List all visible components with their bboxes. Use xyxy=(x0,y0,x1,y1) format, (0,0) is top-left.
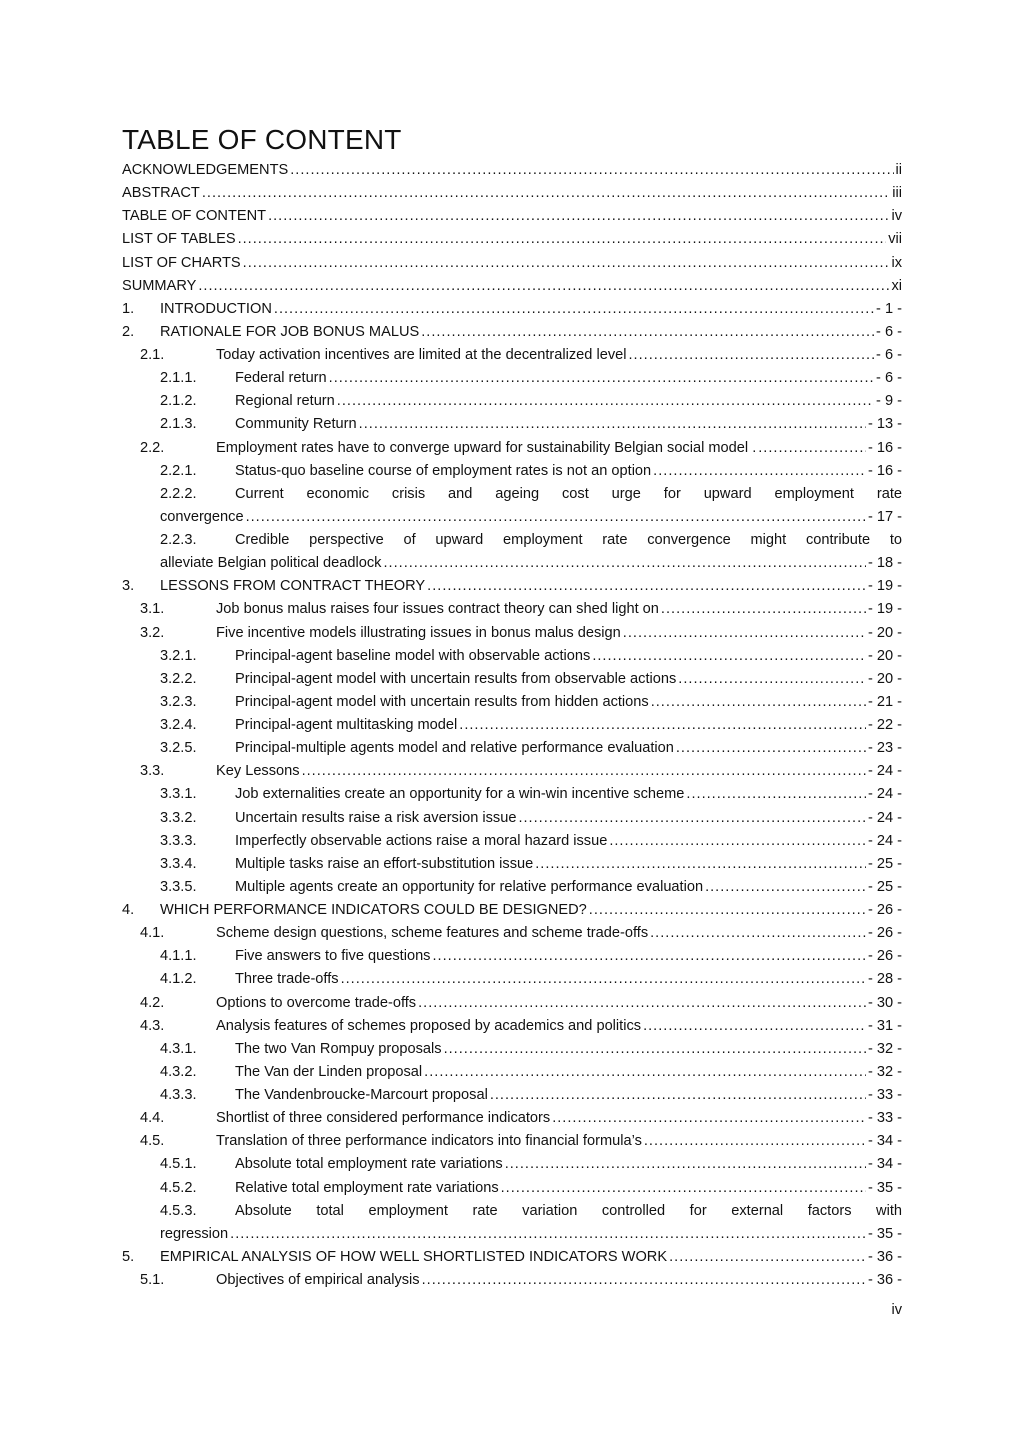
toc-entry xyxy=(122,575,902,598)
leader-dots xyxy=(623,622,866,645)
entry-line xyxy=(122,205,902,228)
entry-number: 3.2.5. xyxy=(160,740,197,757)
entry-line xyxy=(235,390,902,413)
entry-page: - 6 - xyxy=(876,370,902,387)
entry-number: 4.1.2. xyxy=(160,971,197,988)
entry-line xyxy=(235,1084,902,1107)
entry-number: 4.5. xyxy=(140,1133,165,1150)
entry-line xyxy=(235,737,902,760)
toc-entry xyxy=(122,899,902,922)
entry-title: Options to overcome trade-offs xyxy=(216,994,417,1011)
toc-entry xyxy=(122,1084,902,1107)
entry-line xyxy=(122,252,902,275)
entry-page: - 24 - xyxy=(867,832,902,849)
entry-page: - 33 - xyxy=(867,1087,902,1103)
entry-page: - 20 - xyxy=(867,670,902,687)
entry-title: Shortlist of three considered performance indicators xyxy=(216,1110,551,1127)
entry-line xyxy=(160,899,902,922)
entry-page: - 21 - xyxy=(867,693,902,710)
entry-number: 2.1.1. xyxy=(160,370,197,387)
toc-entry xyxy=(122,1177,902,1200)
leader-dots xyxy=(337,390,874,413)
entry-page: ix xyxy=(891,254,902,271)
entry-line xyxy=(235,807,902,830)
toc-entry xyxy=(122,390,902,413)
entry-line xyxy=(235,1153,902,1176)
entry-page: - 35 - xyxy=(867,1225,902,1242)
entry-title: Multiple agents create an opportunity for relative performance evaluation xyxy=(235,878,704,895)
table-of-contents xyxy=(122,159,902,1292)
toc-entry xyxy=(122,1200,902,1223)
entry-number: 4.3.2. xyxy=(160,1063,197,1080)
leader-dots xyxy=(669,1246,866,1269)
toc-entry xyxy=(122,205,902,228)
leader-dots xyxy=(383,552,865,575)
entry-line xyxy=(235,367,902,390)
toc-entry xyxy=(122,182,902,205)
entry-title-continuation: regression xyxy=(160,1225,229,1242)
toc-entry xyxy=(122,783,902,806)
entry-line xyxy=(235,1038,902,1061)
entry-page: - 6 - xyxy=(876,323,902,340)
entry-line xyxy=(160,1223,902,1246)
entry-number: 4.2. xyxy=(140,994,165,1011)
entry-title: Relative total employment rate variations xyxy=(235,1179,499,1196)
entry-line xyxy=(160,321,902,344)
leader-dots xyxy=(427,575,866,598)
leader-dots xyxy=(650,922,866,945)
leader-dots xyxy=(302,760,866,783)
entry-number: 4.1.1. xyxy=(160,948,197,965)
entry-line xyxy=(216,622,902,645)
entry-page: - 26 - xyxy=(867,925,902,942)
entry-line xyxy=(216,922,902,945)
leader-dots xyxy=(643,1015,866,1038)
entry-line xyxy=(235,460,902,483)
entry-number: 3.2. xyxy=(140,624,165,641)
toc-entry xyxy=(122,275,902,298)
entry-line xyxy=(160,1246,902,1269)
toc-entry xyxy=(122,344,902,367)
entry-title: Today activation incentives are limited at the decentralized level xyxy=(216,347,627,363)
entry-title: Principal-agent baseline model with observable actions xyxy=(235,647,591,664)
leader-dots xyxy=(444,1038,866,1061)
leader-dots xyxy=(329,367,874,390)
entry-page: - 20 - xyxy=(867,647,902,664)
entry-line xyxy=(122,182,902,205)
entry-title: Five incentive models illustrating issues in bonus malus design xyxy=(216,624,621,641)
leader-dots xyxy=(246,506,866,529)
toc-entry xyxy=(122,714,902,737)
toc-entry xyxy=(122,529,902,552)
entry-number: 3.3.5. xyxy=(160,878,197,895)
entry-title-continuation: convergence xyxy=(160,508,244,525)
leader-dots xyxy=(651,691,866,714)
entry-page: - 24 - xyxy=(867,763,902,780)
toc-entry xyxy=(122,807,902,830)
entry-line xyxy=(235,945,902,968)
entry-line xyxy=(216,437,902,460)
toc-entry xyxy=(122,853,902,876)
entry-title: SUMMARY xyxy=(122,277,197,294)
leader-dots xyxy=(589,899,866,922)
entry-page: - 34 - xyxy=(867,1156,902,1173)
entry-line xyxy=(160,552,902,575)
toc-entry xyxy=(122,691,902,714)
entry-title: Principal-agent multitasking model xyxy=(235,717,458,733)
entry-number: 2.1.2. xyxy=(160,393,197,410)
entry-line xyxy=(235,1061,902,1084)
entry-title: The Vandenbroucke-Marcourt proposal xyxy=(235,1087,488,1103)
entry-page: - 17 - xyxy=(867,508,902,525)
leader-dots xyxy=(422,1269,866,1292)
toc-entry xyxy=(122,367,902,390)
toc-entry xyxy=(122,1269,902,1292)
page-number: iv xyxy=(891,1302,902,1318)
toc-entry xyxy=(122,876,902,899)
entry-line xyxy=(235,853,902,876)
entry-page: - 24 - xyxy=(867,786,902,803)
leader-dots xyxy=(421,321,874,344)
entry-title: Job externalities create an opportunity for a win-win incentive scheme xyxy=(235,786,685,803)
entry-page: - 24 - xyxy=(867,809,902,826)
entry-line xyxy=(216,1130,902,1153)
leader-dots xyxy=(592,645,866,668)
toc-entry xyxy=(122,437,902,460)
entry-title: Imperfectly observable actions raise a moral hazard issue xyxy=(235,832,608,849)
entry-page: - 1 - xyxy=(876,300,902,317)
entry-title: LIST OF CHARTS xyxy=(122,254,241,271)
entry-title: Analysis features of schemes proposed by academics and politics xyxy=(216,1017,642,1034)
entry-line xyxy=(216,1107,902,1130)
toc-entry xyxy=(122,228,902,251)
entry-title: Federal return xyxy=(235,370,327,387)
entry-number: 2.2.3. xyxy=(160,532,197,548)
entry-number: 4. xyxy=(122,902,135,918)
entry-line xyxy=(160,298,902,321)
entry-page: - 9 - xyxy=(876,393,902,410)
entry-title: WHICH PERFORMANCE INDICATORS COULD BE DESIGNED? xyxy=(160,902,587,918)
entry-line xyxy=(122,228,902,251)
entry-page: - 31 - xyxy=(867,1017,902,1034)
entry-number: 1. xyxy=(122,300,135,317)
entry-number: 2.2.2. xyxy=(160,485,197,502)
entry-page: - 33 - xyxy=(867,1110,902,1127)
entry-title: ACKNOWLEDGEMENTS xyxy=(122,162,289,178)
toc-entry xyxy=(122,598,902,621)
toc-entry xyxy=(122,460,902,483)
entry-number: 4.1. xyxy=(140,925,165,942)
entry-title: Principal-agent model with uncertain results from observable actions xyxy=(235,670,677,687)
entry-number: 4.3.1. xyxy=(160,1040,197,1057)
toc-entry xyxy=(122,645,902,668)
leader-dots xyxy=(459,714,866,737)
leader-dots xyxy=(678,668,866,691)
toc-entry xyxy=(122,668,902,691)
entry-line xyxy=(216,760,902,783)
entry-title: TABLE OF CONTENT xyxy=(122,208,267,225)
entry-number: 5. xyxy=(122,1248,135,1265)
entry-title: LESSONS FROM CONTRACT THEORY xyxy=(160,578,426,595)
entry-number: 2.1.3. xyxy=(160,416,197,433)
entry-page: - 22 - xyxy=(867,717,902,733)
entry-line xyxy=(235,668,902,691)
entry-title: Status-quo baseline course of employment rates is not an option xyxy=(235,462,652,479)
entry-number: 2.1. xyxy=(140,347,165,363)
leader-dots xyxy=(653,460,866,483)
entry-line xyxy=(235,714,902,737)
leader-dots xyxy=(758,437,866,460)
entry-title: Principal-multiple agents model and relative performance evaluation xyxy=(235,740,674,757)
entry-title: LIST OF TABLES xyxy=(122,231,236,248)
toc-entry xyxy=(122,1153,902,1176)
leader-dots xyxy=(290,159,893,182)
leader-dots xyxy=(274,298,874,321)
leader-dots xyxy=(686,783,866,806)
toc-entry xyxy=(122,830,902,853)
entry-line xyxy=(235,830,902,853)
entry-line xyxy=(216,1015,902,1038)
toc-entry-continuation xyxy=(122,506,902,529)
entry-page: - 18 - xyxy=(867,555,902,572)
entry-line xyxy=(122,275,902,298)
entry-number: 3.3.1. xyxy=(160,786,197,803)
entry-number: 2.2. xyxy=(140,439,165,456)
entry-number: 4.4. xyxy=(140,1110,165,1127)
toc-entry xyxy=(122,1130,902,1153)
entry-page: - 13 - xyxy=(867,416,902,433)
entry-number: 3.3.3. xyxy=(160,832,197,849)
entry-number: 3.1. xyxy=(140,601,165,618)
entry-number: 3.2.1. xyxy=(160,647,197,664)
entry-page: - 32 - xyxy=(867,1040,902,1057)
entry-number: 2. xyxy=(122,323,135,340)
entry-title: Community Return xyxy=(235,416,357,433)
leader-dots xyxy=(535,853,866,876)
entry-page: - 19 - xyxy=(867,601,902,618)
entry-title: Employment rates have to converge upward for sustainability Belgian social model . xyxy=(216,439,757,456)
entry-line xyxy=(216,992,902,1015)
entry-page: - 20 - xyxy=(867,624,902,641)
toc-entry xyxy=(122,413,902,436)
toc-entry xyxy=(122,1038,902,1061)
entry-title: RATIONALE FOR JOB BONUS MALUS xyxy=(160,323,420,340)
entry-title: The Van der Linden proposal xyxy=(235,1063,423,1080)
leader-dots xyxy=(552,1107,866,1130)
entry-line xyxy=(235,691,902,714)
entry-title: Multiple tasks raise an effort-substitution issue xyxy=(235,855,534,872)
entry-number: 3. xyxy=(122,578,135,595)
entry-number: 3.2.4. xyxy=(160,717,197,733)
leader-dots xyxy=(644,1130,866,1153)
entry-title: Scheme design questions, scheme features and scheme trade-offs xyxy=(216,925,649,942)
leader-dots xyxy=(238,228,887,251)
toc-entry xyxy=(122,252,902,275)
entry-title: Objectives of empirical analysis xyxy=(216,1272,420,1288)
entry-title: Absolute total employment rate variation controlled for external factors with xyxy=(235,1202,902,1219)
leader-dots xyxy=(432,945,865,968)
entry-page: - 19 - xyxy=(867,578,902,595)
leader-dots xyxy=(676,737,866,760)
entry-title: Key Lessons xyxy=(216,763,300,780)
entry-line xyxy=(216,598,902,621)
leader-dots xyxy=(661,598,866,621)
entry-page: - 16 - xyxy=(867,462,902,479)
entry-line xyxy=(160,506,902,529)
toc-entry xyxy=(122,622,902,645)
leader-dots xyxy=(230,1223,866,1246)
entry-title: Translation of three performance indicators into financial formula’s xyxy=(216,1133,642,1150)
entry-title: Three trade-offs xyxy=(235,971,339,988)
leader-dots xyxy=(705,876,866,899)
entry-page: - 34 - xyxy=(867,1133,902,1150)
entry-title: Credible perspective of upward employment rate convergence might contribute to xyxy=(235,532,902,548)
toc-entry-continuation xyxy=(122,552,902,575)
leader-dots xyxy=(243,252,890,275)
entry-page: - 28 - xyxy=(867,971,902,988)
entry-number: 4.5.1. xyxy=(160,1156,197,1173)
leader-dots xyxy=(609,830,866,853)
entry-page: - 6 - xyxy=(876,347,902,363)
toc-entry xyxy=(122,1061,902,1084)
entry-page: iii xyxy=(892,185,902,202)
entry-number: 4.3. xyxy=(140,1017,165,1034)
entry-number: 4.5.3. xyxy=(160,1202,197,1219)
entry-line xyxy=(235,876,902,899)
entry-page: - 35 - xyxy=(867,1179,902,1196)
entry-title: The two Van Rompuy proposals xyxy=(235,1040,442,1057)
entry-page: - 25 - xyxy=(867,855,902,872)
entry-title: Regional return xyxy=(235,393,335,410)
entry-number: 3.3.2. xyxy=(160,809,197,826)
toc-entry xyxy=(122,1107,902,1130)
entry-line xyxy=(235,783,902,806)
entry-page: vii xyxy=(888,231,902,248)
leader-dots xyxy=(424,1061,866,1084)
toc-entry xyxy=(122,321,902,344)
entry-title: Job bonus malus raises four issues contract theory can shed light on xyxy=(216,601,659,618)
entry-line xyxy=(216,344,902,367)
entry-page: - 36 - xyxy=(867,1272,902,1288)
toc-entry xyxy=(122,992,902,1015)
toc-entry xyxy=(122,298,902,321)
entry-page: - 26 - xyxy=(867,902,902,918)
toc-entry xyxy=(122,945,902,968)
entry-number: 3.3. xyxy=(140,763,165,780)
page-title: TABLE OF CONTENT xyxy=(122,124,402,155)
entry-page: - 23 - xyxy=(867,740,902,757)
leader-dots xyxy=(490,1084,866,1107)
toc-entry xyxy=(122,968,902,991)
entry-page: - 25 - xyxy=(867,878,902,895)
entry-line xyxy=(122,159,902,182)
toc-entry xyxy=(122,1015,902,1038)
entry-title: Principal-agent model with uncertain results from hidden actions xyxy=(235,693,649,710)
entry-number: 2.2.1. xyxy=(160,462,197,479)
entry-line xyxy=(160,575,902,598)
toc-entry xyxy=(122,1246,902,1269)
entry-title-continuation: alleviate Belgian political deadlock xyxy=(160,555,382,572)
toc-entry xyxy=(122,483,902,506)
entry-number: 4.5.2. xyxy=(160,1179,197,1196)
entry-line xyxy=(235,968,902,991)
entry-page: iv xyxy=(891,208,902,225)
entry-number: 3.3.4. xyxy=(160,855,197,872)
entry-number: 3.2.3. xyxy=(160,693,197,710)
entry-title: Absolute total employment rate variations xyxy=(235,1156,503,1173)
entry-page: - 26 - xyxy=(867,948,902,965)
leader-dots xyxy=(202,182,890,205)
entry-line xyxy=(235,413,902,436)
entry-line xyxy=(235,645,902,668)
leader-dots xyxy=(341,968,866,991)
entry-title: Current economic crisis and ageing cost urge for upward employment rate xyxy=(235,485,902,502)
entry-number: 5.1. xyxy=(140,1272,165,1288)
entry-page: ii xyxy=(895,162,902,178)
toc-entry xyxy=(122,737,902,760)
entry-title: Five answers to five questions xyxy=(235,948,431,965)
toc-entry xyxy=(122,159,902,182)
entry-title: Uncertain results raise a risk aversion issue xyxy=(235,809,517,826)
leader-dots xyxy=(418,992,866,1015)
toc-entry-continuation xyxy=(122,1223,902,1246)
entry-number: 4.3.3. xyxy=(160,1087,197,1103)
entry-title: INTRODUCTION xyxy=(160,300,272,317)
leader-dots xyxy=(198,275,889,298)
entry-line xyxy=(235,1177,902,1200)
toc-entry xyxy=(122,922,902,945)
leader-dots xyxy=(518,807,865,830)
entry-line xyxy=(216,1269,902,1292)
entry-page: - 36 - xyxy=(867,1248,902,1265)
entry-title: EMPIRICAL ANALYSIS OF HOW WELL SHORTLISTED INDICATORS WORK xyxy=(160,1248,668,1265)
toc-entry xyxy=(122,760,902,783)
entry-page: - 30 - xyxy=(867,994,902,1011)
entry-page: - 16 - xyxy=(867,439,902,456)
leader-dots xyxy=(359,413,866,436)
leader-dots xyxy=(268,205,889,228)
entry-page: xi xyxy=(891,277,902,294)
leader-dots xyxy=(628,344,874,367)
entry-title: ABSTRACT xyxy=(122,185,200,202)
entry-page: - 32 - xyxy=(867,1063,902,1080)
leader-dots xyxy=(505,1153,866,1176)
entry-number: 3.2.2. xyxy=(160,670,197,687)
leader-dots xyxy=(501,1177,866,1200)
